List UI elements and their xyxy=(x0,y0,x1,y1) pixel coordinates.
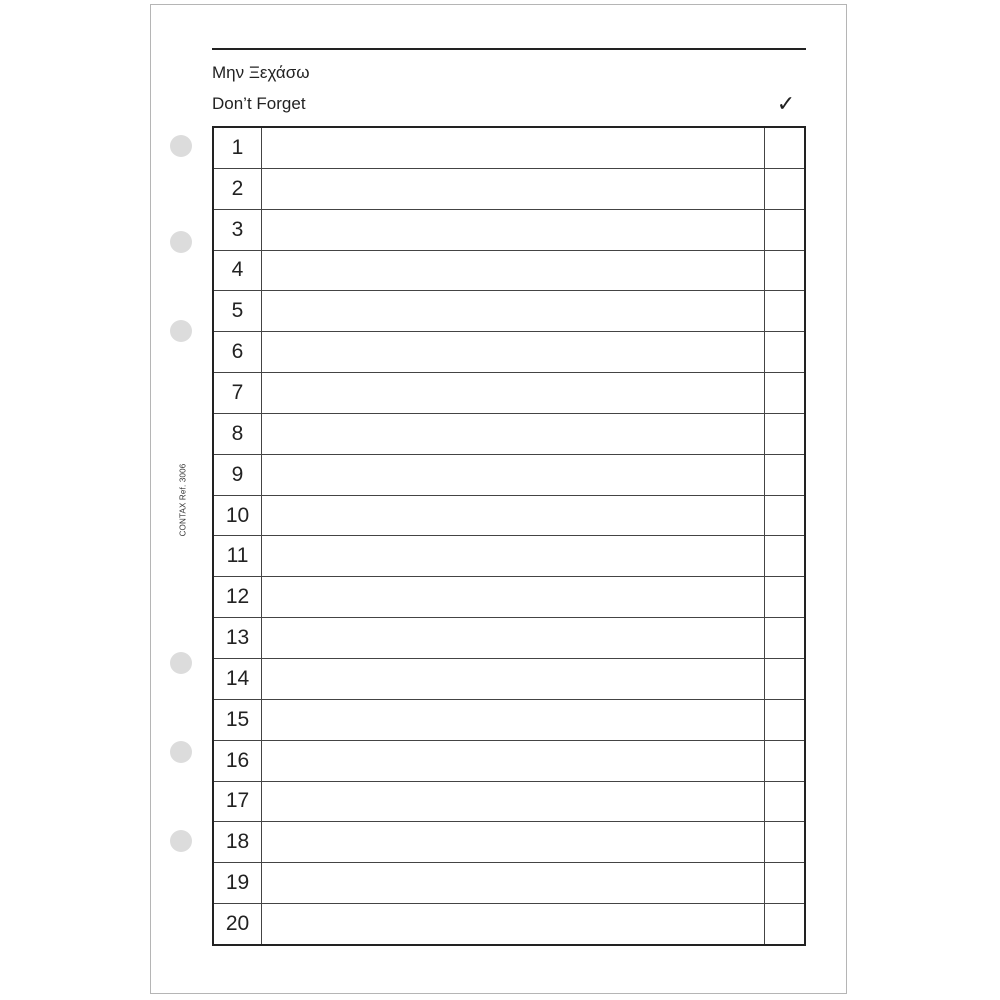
check-box[interactable] xyxy=(765,291,804,331)
row-number: 4 xyxy=(214,251,262,291)
check-box[interactable] xyxy=(765,332,804,372)
punch-hole xyxy=(170,652,192,674)
row-number: 20 xyxy=(214,904,262,944)
check-box[interactable] xyxy=(765,169,804,209)
check-box[interactable] xyxy=(765,455,804,495)
entry-field[interactable] xyxy=(262,700,765,740)
row-number: 12 xyxy=(214,577,262,617)
entry-field[interactable] xyxy=(262,782,765,822)
list-row xyxy=(214,904,804,944)
row-number: 19 xyxy=(214,863,262,903)
entry-field[interactable] xyxy=(262,822,765,862)
entry-field[interactable] xyxy=(262,251,765,291)
punch-hole xyxy=(170,741,192,763)
check-box[interactable] xyxy=(765,741,804,781)
list-row xyxy=(214,822,804,863)
row-number: 5 xyxy=(214,291,262,331)
page-title-greek: Μην Ξεχάσω xyxy=(212,63,310,82)
row-number: 10 xyxy=(214,496,262,536)
entry-field[interactable] xyxy=(262,904,765,944)
punch-hole xyxy=(170,830,192,852)
entry-field[interactable] xyxy=(262,128,765,168)
check-box[interactable] xyxy=(765,863,804,903)
list-row xyxy=(214,741,804,782)
check-box[interactable] xyxy=(765,782,804,822)
row-number: 16 xyxy=(214,741,262,781)
list-row xyxy=(214,700,804,741)
row-number: 2 xyxy=(214,169,262,209)
list-row xyxy=(214,169,804,210)
check-box[interactable] xyxy=(765,577,804,617)
list-row xyxy=(214,210,804,251)
list-row xyxy=(214,128,804,169)
check-box[interactable] xyxy=(765,128,804,168)
entry-field[interactable] xyxy=(262,863,765,903)
entry-field[interactable] xyxy=(262,455,765,495)
entry-field[interactable] xyxy=(262,618,765,658)
row-number: 18 xyxy=(214,822,262,862)
row-number: 7 xyxy=(214,373,262,413)
entry-field[interactable] xyxy=(262,536,765,576)
list-row xyxy=(214,332,804,373)
top-rule xyxy=(212,48,806,50)
punch-hole xyxy=(170,231,192,253)
list-row xyxy=(214,251,804,292)
row-number: 13 xyxy=(214,618,262,658)
reference-label: CONTAX Ref. 3006 xyxy=(178,463,188,537)
row-number: 14 xyxy=(214,659,262,699)
row-number: 8 xyxy=(214,414,262,454)
list-row xyxy=(214,373,804,414)
row-number: 9 xyxy=(214,455,262,495)
punch-hole xyxy=(170,320,192,342)
entry-field[interactable] xyxy=(262,373,765,413)
check-box[interactable] xyxy=(765,251,804,291)
list-row xyxy=(214,618,804,659)
check-box[interactable] xyxy=(765,904,804,944)
check-box[interactable] xyxy=(765,536,804,576)
list-row xyxy=(214,659,804,700)
entry-field[interactable] xyxy=(262,291,765,331)
list-row xyxy=(214,863,804,904)
entry-field[interactable] xyxy=(262,741,765,781)
list-row xyxy=(214,455,804,496)
check-box[interactable] xyxy=(765,822,804,862)
row-number: 3 xyxy=(214,210,262,250)
list-row xyxy=(214,414,804,455)
row-number: 1 xyxy=(214,128,262,168)
list-row xyxy=(214,782,804,823)
entry-field[interactable] xyxy=(262,577,765,617)
check-box[interactable] xyxy=(765,659,804,699)
check-box[interactable] xyxy=(765,618,804,658)
entry-field[interactable] xyxy=(262,332,765,372)
page-title-english: Don’t Forget xyxy=(212,94,306,113)
entry-field[interactable] xyxy=(262,169,765,209)
list-row xyxy=(214,496,804,537)
entry-field[interactable] xyxy=(262,659,765,699)
row-number: 6 xyxy=(214,332,262,372)
punch-hole xyxy=(170,135,192,157)
row-number: 17 xyxy=(214,782,262,822)
list-row xyxy=(214,536,804,577)
entry-field[interactable] xyxy=(262,210,765,250)
check-box[interactable] xyxy=(765,210,804,250)
row-number: 11 xyxy=(214,536,262,576)
row-number: 15 xyxy=(214,700,262,740)
check-box[interactable] xyxy=(765,496,804,536)
check-box[interactable] xyxy=(765,700,804,740)
todo-list-table xyxy=(212,126,806,946)
entry-field[interactable] xyxy=(262,496,765,536)
checkmark-icon: ✓ xyxy=(776,92,796,117)
list-row xyxy=(214,291,804,332)
check-box[interactable] xyxy=(765,373,804,413)
entry-field[interactable] xyxy=(262,414,765,454)
list-row xyxy=(214,577,804,618)
check-box[interactable] xyxy=(765,414,804,454)
